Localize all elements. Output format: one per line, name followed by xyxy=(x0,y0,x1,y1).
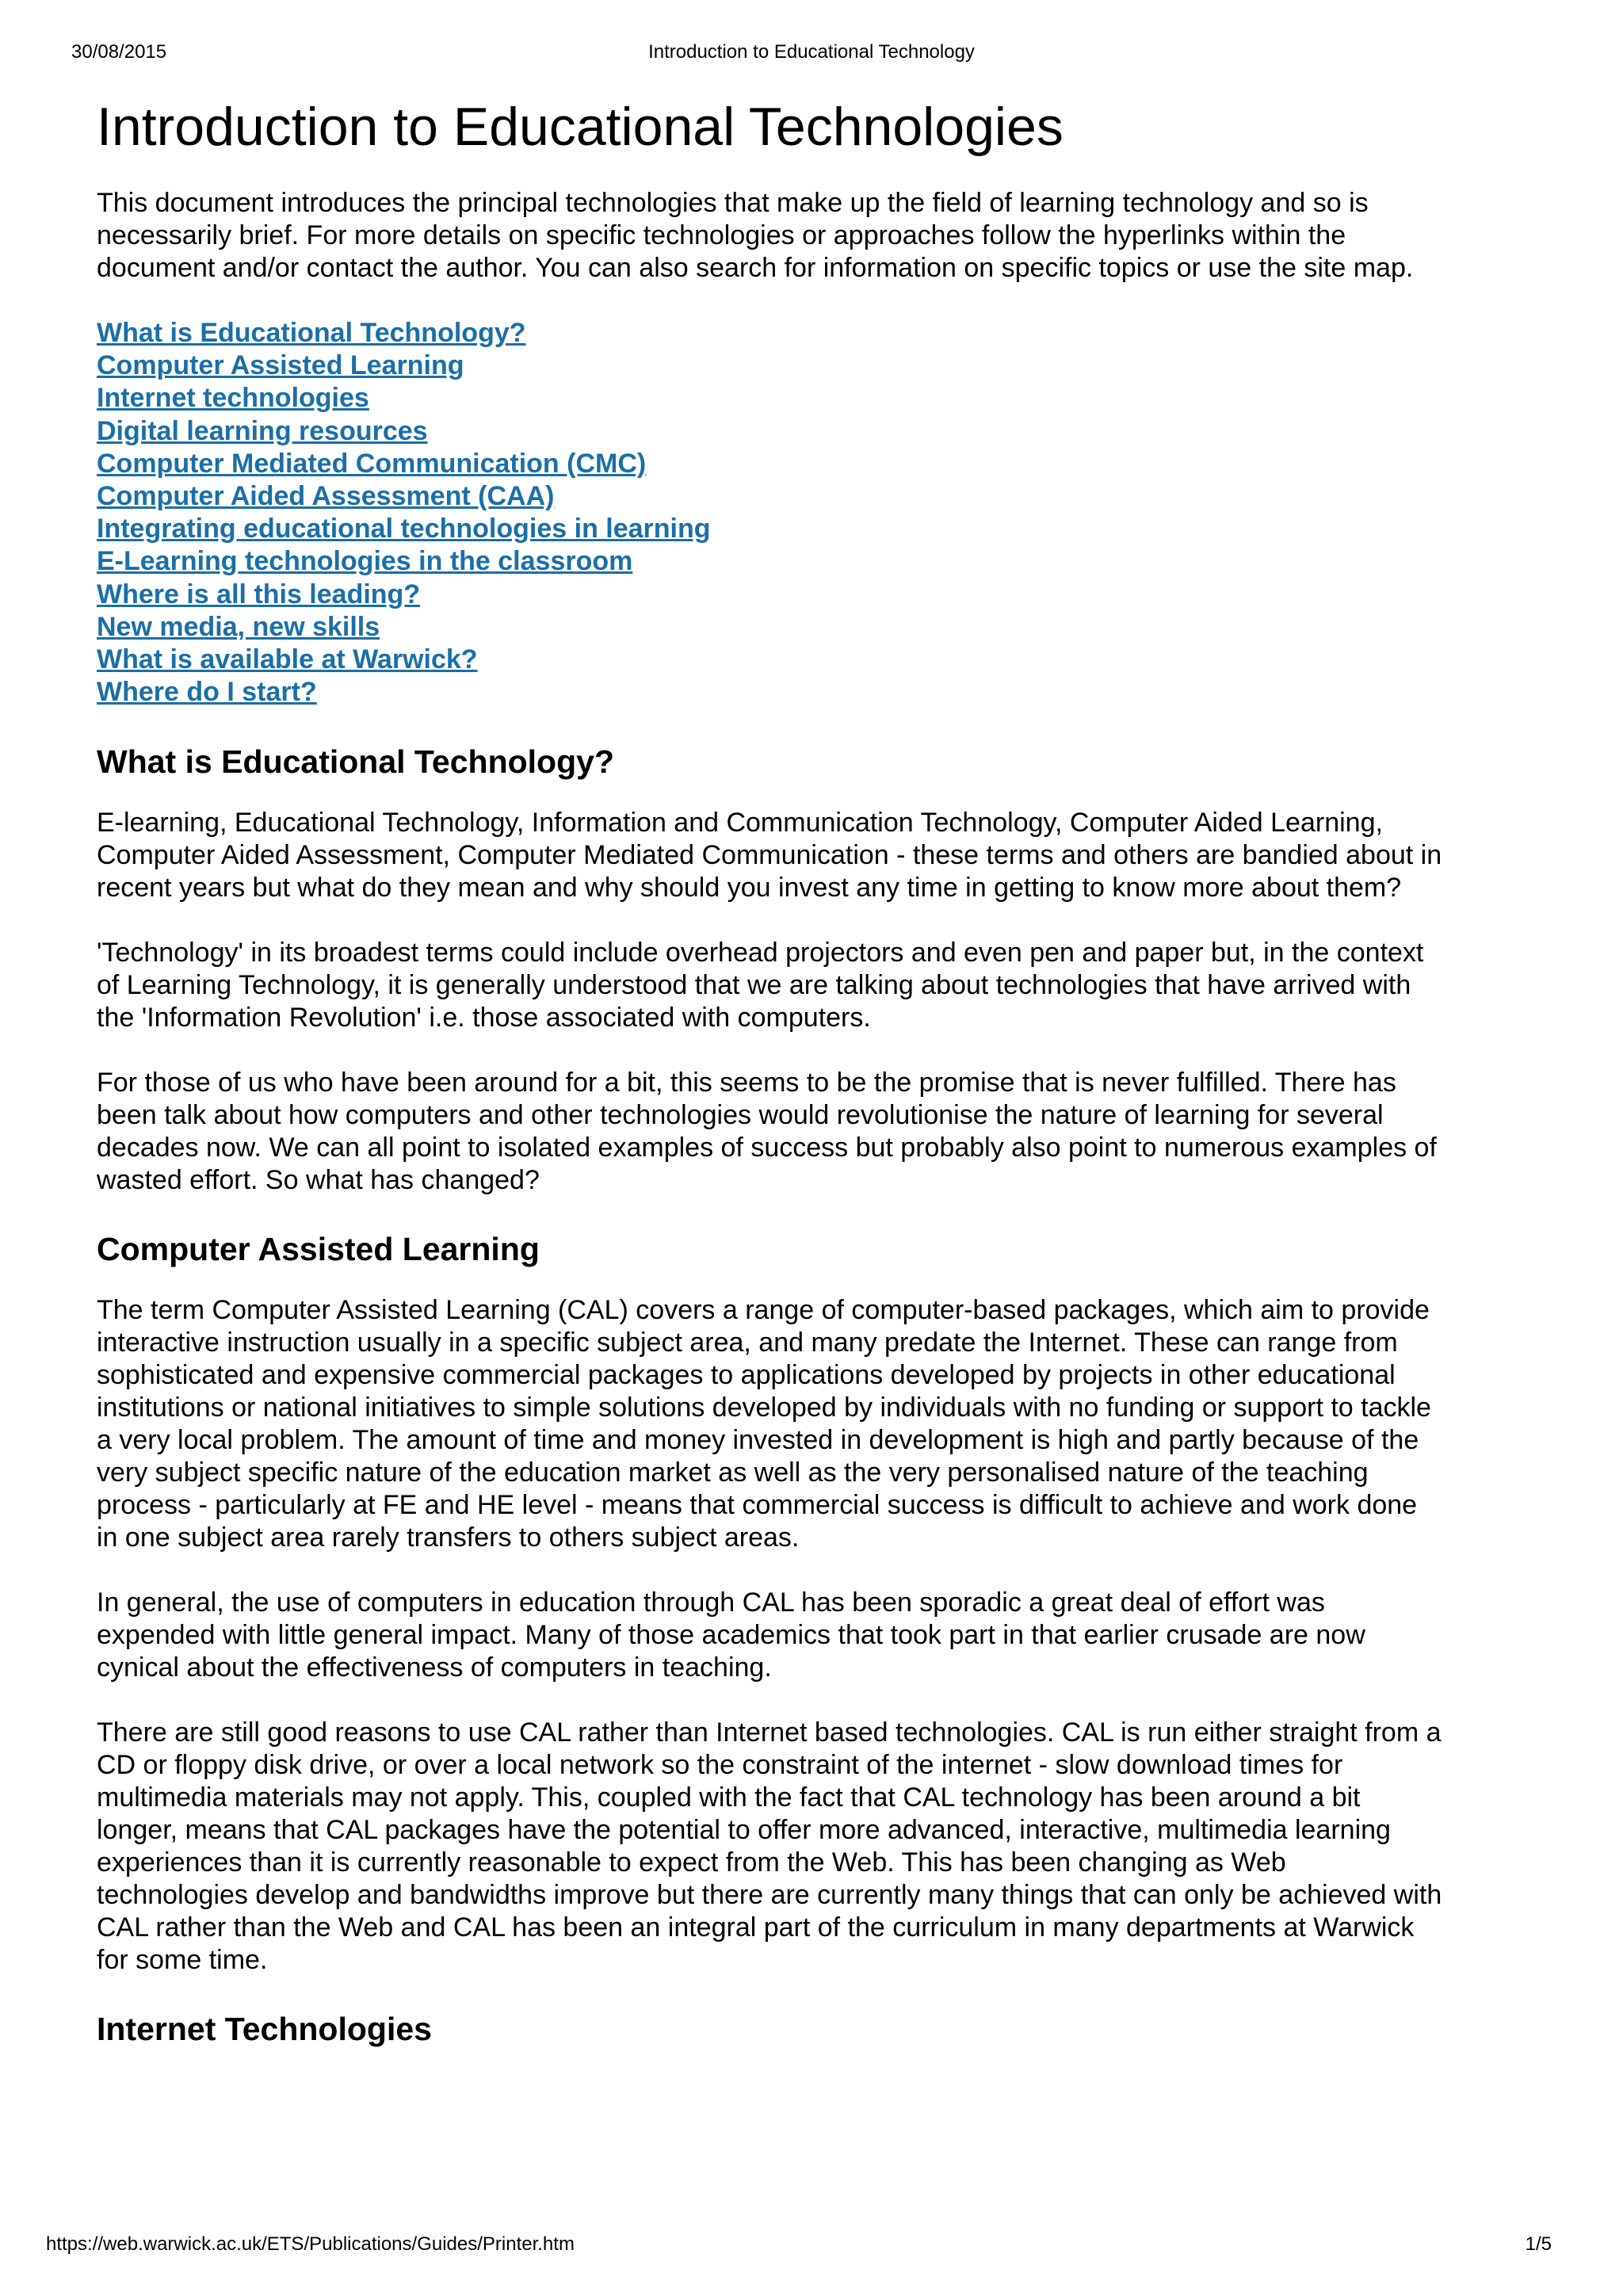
toc-item xyxy=(97,644,1444,676)
print-page-title: Introduction to Educational Technology xyxy=(648,41,975,63)
toc-link-caa[interactable]: Computer Aided Assessment (CAA) xyxy=(97,481,555,512)
toc-link-digital-learning-resources[interactable]: Digital learning resources xyxy=(97,415,428,446)
toc-item xyxy=(97,350,1444,382)
table-of-contents xyxy=(97,317,1444,709)
print-header xyxy=(71,41,1552,65)
section-paragraph: In general, the use of computers in education through CAL has been sporadic a great deal of effort was expended with little general impact. Many of those academics that took part in that earlier crusade are now cynical about the effectiveness of computers in teaching. xyxy=(97,1587,1365,1683)
print-date: 30/08/2015 xyxy=(71,41,167,63)
section-paragraph: For those of us who have been around for a bit, this seems to be the promise that is never fulfilled. There has been talk about how computers and other technologies would revolutionise the nature of learning for several decades now. We can all point to isolated examples of success but probably also point to numerous examples of wasted effort. So what has changed? xyxy=(97,1068,1437,1196)
print-footer xyxy=(46,2233,1552,2257)
toc-item xyxy=(97,513,1444,545)
toc-link-internet-technologies[interactable]: Internet technologies xyxy=(97,383,369,414)
toc-link-warwick[interactable]: What is available at Warwick? xyxy=(97,644,478,675)
toc-link-new-media[interactable]: New media, new skills xyxy=(97,611,380,642)
section-paragraph: The term Computer Assisted Learning (CAL) covers a range of computer-based packages, which aim to provide interactive instruction usually in a specific subject area, and many predate the Internet. These can range from sophisticated and expensive commercial packages to applications developed by projects in other educational institutions or national initiatives to simple solutions developed by individuals with no funding or support to tackle a very local problem. The amount of time and money invested in development is high and partly because of the very subject specific nature of the education market as well as the very personalised nature of the teaching process - particularly at FE and HE level - means that commercial success is difficult to achieve and work done in one subject area rarely transfers to others subject areas. xyxy=(97,1295,1431,1553)
toc-item xyxy=(97,611,1444,644)
toc-item xyxy=(97,317,1444,350)
document-body xyxy=(97,94,1444,2074)
page-number: 1/5 xyxy=(1525,2233,1552,2255)
toc-item xyxy=(97,415,1444,448)
toc-link-computer-assisted-learning[interactable]: Computer Assisted Learning xyxy=(97,350,464,381)
toc-link-where-start[interactable]: Where do I start? xyxy=(97,677,317,708)
toc-link-what-is-ed-tech[interactable]: What is Educational Technology? xyxy=(97,318,526,348)
toc-item xyxy=(97,545,1444,578)
toc-item xyxy=(97,448,1444,480)
page-title: Introduction to Educational Technologies xyxy=(97,97,1064,157)
section-heading-computer-assisted-learning: Computer Assisted Learning xyxy=(97,1231,540,1268)
section-heading-what-is-ed-tech: What is Educational Technology? xyxy=(97,743,614,781)
toc-item xyxy=(97,579,1444,611)
section-paragraph: There are still good reasons to use CAL rather than Internet based technologies. CAL is run either straight from a CD or floppy disk drive, or over a local network so the constraint of the internet - slow download times for multimedia materials may not apply. This, coupled with the fact that CAL technology has been around a bit longer, means that CAL packages have the potential to offer more advanced, interactive, multimedia learning experiences than it is currently reasonable to expect from the Web. This has been changing as Web technologies develop and bandwidths improve but there are currently many things that can only be achieved with CAL rather than the Web and CAL has been an integral part of the curriculum in many departments at Warwick for some time. xyxy=(97,1717,1442,1976)
section-paragraph: E-learning, Educational Technology, Information and Communication Technology, Computer Aided Learning, Computer Aided Assessment, Computer Mediated Communication - these terms and others are bandied about in recent years but what do they mean and why should you invest any time in getting to know more about them? xyxy=(97,808,1442,904)
toc-link-where-leading[interactable]: Where is all this leading? xyxy=(97,579,421,609)
toc-link-integrating[interactable]: Integrating educational technologies in learning xyxy=(97,514,711,544)
toc-item xyxy=(97,676,1444,709)
intro-paragraph: This document introduces the principal technologies that make up the field of learning technology and so is necessarily brief. For more details on specific technologies or approaches follow the hyperlinks within the document and/or contact the author. You can also search for information on specific topics or use the site map. xyxy=(97,188,1414,283)
toc-link-classroom[interactable]: E-Learning technologies in the classroom xyxy=(97,546,633,577)
section-paragraph: 'Technology' in its broadest terms could include overhead projectors and even pen and paper but, in the context of Learning Technology, it is generally understood that we are talking about technologies that have arrived with the 'Information Revolution' i.e. those associated with computers. xyxy=(97,938,1424,1033)
section-heading-internet-technologies: Internet Technologies xyxy=(97,2011,432,2048)
print-url: https://web.warwick.ac.uk/ETS/Publications/Guides/Printer.htm xyxy=(46,2233,575,2255)
toc-item xyxy=(97,480,1444,513)
toc-link-cmc[interactable]: Computer Mediated Communication (CMC) xyxy=(97,448,647,479)
toc-item xyxy=(97,382,1444,415)
